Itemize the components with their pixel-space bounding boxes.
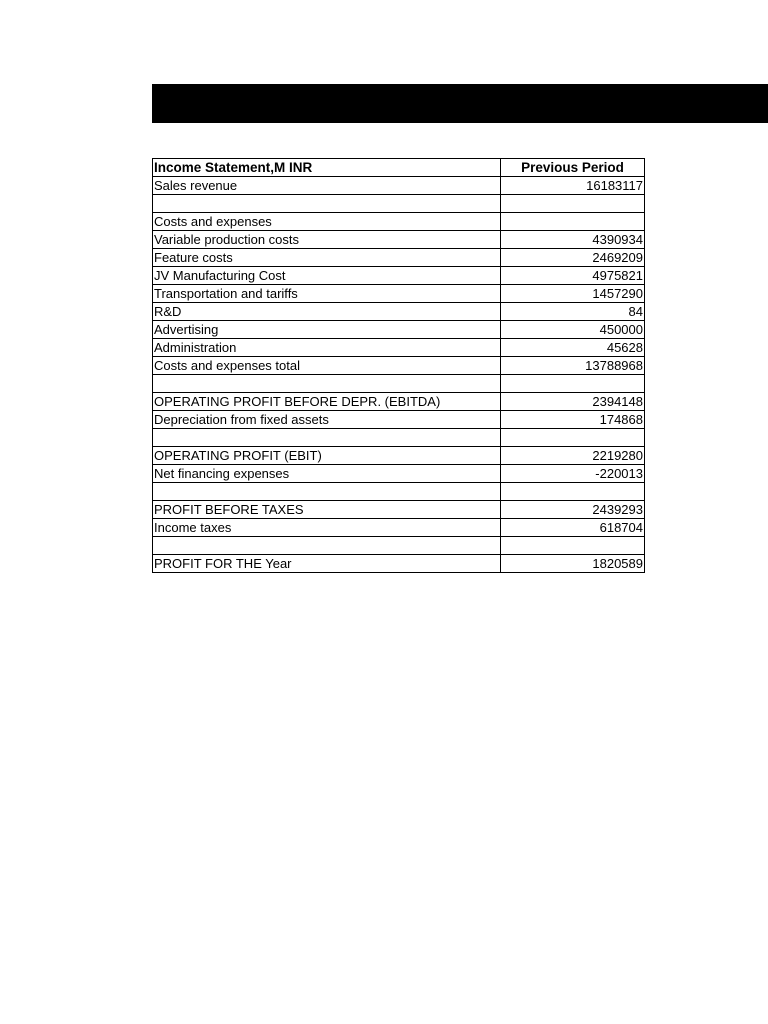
table-row — [153, 483, 645, 501]
row-label[interactable]: JV Manufacturing Cost — [153, 267, 501, 285]
row-value[interactable]: 174868 — [501, 411, 645, 429]
table-row — [153, 429, 645, 447]
row-label[interactable] — [153, 537, 501, 555]
row-label[interactable] — [153, 375, 501, 393]
row-label[interactable]: Feature costs — [153, 249, 501, 267]
table-row — [153, 213, 645, 231]
row-label[interactable]: PROFIT BEFORE TAXES — [153, 501, 501, 519]
row-label[interactable]: Costs and expenses total — [153, 357, 501, 375]
row-label[interactable]: R&D — [153, 303, 501, 321]
row-value[interactable]: 16183117 — [501, 177, 645, 195]
row-value[interactable]: 1820589 — [501, 555, 645, 573]
table-row — [153, 303, 645, 321]
row-value[interactable]: 84 — [501, 303, 645, 321]
table-row — [153, 375, 645, 393]
table-row — [153, 267, 645, 285]
row-label[interactable]: Transportation and tariffs — [153, 285, 501, 303]
row-label[interactable]: OPERATING PROFIT (EBIT) — [153, 447, 501, 465]
table-row — [153, 285, 645, 303]
table-row — [153, 411, 645, 429]
table-row — [153, 501, 645, 519]
row-label[interactable]: Depreciation from fixed assets — [153, 411, 501, 429]
table-header-row — [153, 159, 645, 177]
row-label[interactable]: Administration — [153, 339, 501, 357]
row-label[interactable] — [153, 195, 501, 213]
row-label[interactable]: PROFIT FOR THE Year — [153, 555, 501, 573]
table-row — [153, 339, 645, 357]
row-value[interactable]: 1457290 — [501, 285, 645, 303]
table-row — [153, 555, 645, 573]
row-label[interactable] — [153, 483, 501, 501]
header-band — [152, 84, 768, 123]
table-row — [153, 519, 645, 537]
table-row — [153, 465, 645, 483]
row-value[interactable]: 450000 — [501, 321, 645, 339]
column-header-label: Income Statement,M INR — [153, 159, 501, 177]
table-row — [153, 249, 645, 267]
row-label[interactable]: Sales revenue — [153, 177, 501, 195]
row-value[interactable] — [501, 195, 645, 213]
table-row — [153, 321, 645, 339]
row-label[interactable]: Variable production costs — [153, 231, 501, 249]
row-value[interactable] — [501, 213, 645, 231]
row-label[interactable] — [153, 429, 501, 447]
row-label[interactable]: Income taxes — [153, 519, 501, 537]
row-value[interactable] — [501, 537, 645, 555]
income-statement-table — [152, 158, 645, 573]
row-value[interactable]: 2439293 — [501, 501, 645, 519]
table-row — [153, 177, 645, 195]
row-label[interactable]: Advertising — [153, 321, 501, 339]
row-value[interactable]: 4975821 — [501, 267, 645, 285]
row-label[interactable]: Net financing expenses — [153, 465, 501, 483]
row-value[interactable]: -220013 — [501, 465, 645, 483]
row-label[interactable]: OPERATING PROFIT BEFORE DEPR. (EBITDA) — [153, 393, 501, 411]
row-value[interactable]: 2219280 — [501, 447, 645, 465]
row-value[interactable]: 4390934 — [501, 231, 645, 249]
row-value[interactable]: 618704 — [501, 519, 645, 537]
row-value[interactable]: 45628 — [501, 339, 645, 357]
table-row — [153, 231, 645, 249]
row-value[interactable]: 2394148 — [501, 393, 645, 411]
table-row — [153, 447, 645, 465]
table-row — [153, 195, 645, 213]
row-value[interactable]: 13788968 — [501, 357, 645, 375]
column-header-previous-period: Previous Period — [501, 159, 645, 177]
row-value[interactable]: 2469209 — [501, 249, 645, 267]
table-row — [153, 393, 645, 411]
row-value[interactable] — [501, 483, 645, 501]
table-row — [153, 357, 645, 375]
row-value[interactable] — [501, 429, 645, 447]
table-row — [153, 537, 645, 555]
row-value[interactable] — [501, 375, 645, 393]
row-label[interactable]: Costs and expenses — [153, 213, 501, 231]
